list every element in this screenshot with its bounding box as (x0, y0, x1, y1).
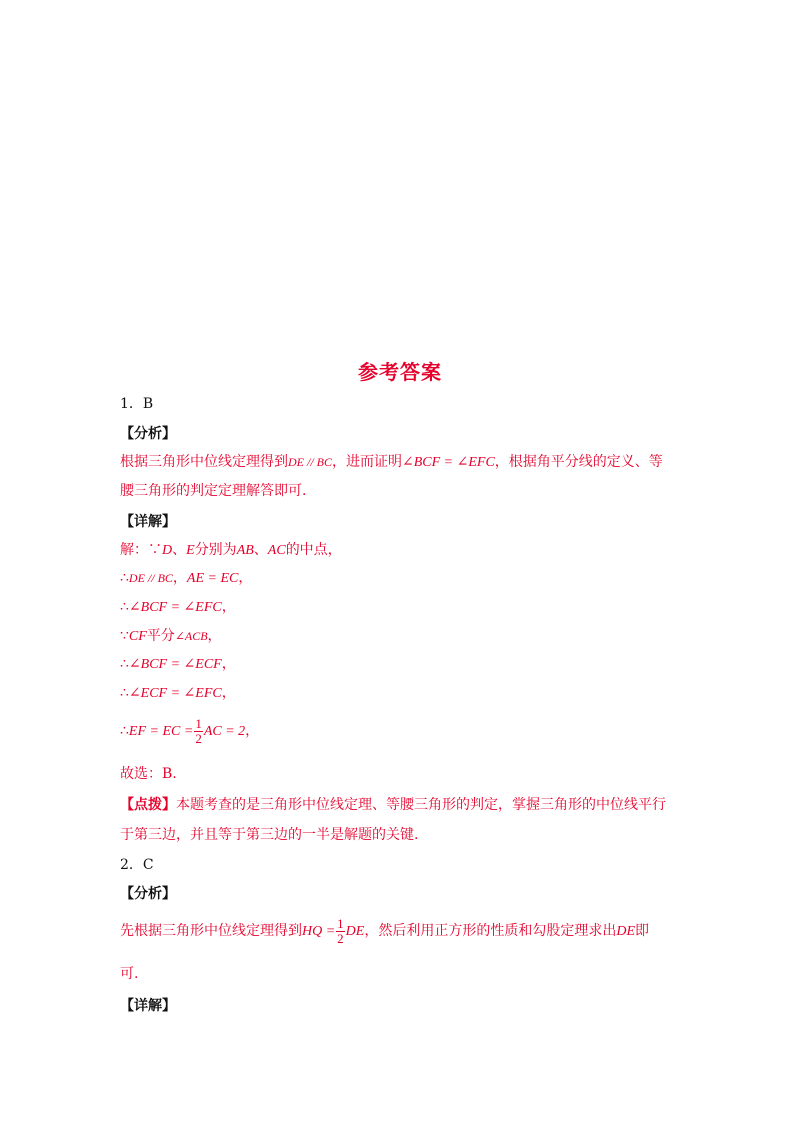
step-math: AC (267, 543, 286, 558)
q1-step-4 (120, 626, 222, 647)
q1-answer: 1．B (120, 396, 154, 412)
q1-step-5 (120, 654, 236, 675)
step-math: ∠BCF = ∠ECF (128, 657, 222, 672)
step-text: ， (172, 570, 187, 586)
analysis-math: HQ = (302, 924, 336, 939)
q2-analysis-label: 【分析】 (120, 886, 176, 902)
step-text: 、 (253, 542, 268, 558)
step-math: ∠ACB (174, 629, 208, 643)
q1-analysis-math-2: ∠BCF = ∠EFC (402, 455, 495, 470)
q1-step-7 (120, 716, 259, 747)
fraction-numerator: 1 (195, 715, 202, 731)
q1-tip-label: 【点拨】 (120, 797, 176, 813)
step-text: ， (221, 599, 236, 615)
step-text: 分别为 (194, 542, 237, 558)
q1-tip-line1 (120, 795, 666, 815)
q1-detail-label: 【详解】 (120, 514, 176, 530)
fraction-denominator: 2 (195, 730, 202, 746)
q1-analysis-label: 【分析】 (120, 426, 176, 442)
step-text: 解：∵ (120, 542, 162, 558)
q2-answer: 2．C (120, 857, 154, 873)
step-text: 的中点， (285, 542, 342, 558)
fraction-numerator: 1 (337, 915, 344, 931)
step-math: AB (236, 543, 254, 558)
q1-analysis-text-b: ，进而证明 (332, 454, 402, 470)
fraction-one-half (194, 717, 203, 746)
q1-analysis-line2: 腰三角形的判定定理解答即可. (120, 483, 307, 499)
step-text: ， (245, 723, 260, 739)
step-text: 、 (172, 542, 187, 558)
page-title: 参考答案 (358, 360, 442, 384)
q1-choice: 故选：B. (120, 766, 177, 782)
q1-analysis-text-a: 根据三角形中位线定理得到 (120, 454, 288, 470)
step-text: ， (221, 685, 236, 701)
therefore-symbol: ∴ (120, 656, 129, 672)
q2-analysis-line1 (120, 916, 649, 947)
q1-tip-line2: 于第三边，并且等于第三边的一半是解题的关键. (120, 827, 419, 843)
step-math: EF = EC = (128, 724, 194, 739)
q2-detail-label: 【详解】 (120, 998, 176, 1014)
step-math: DE // BC (128, 571, 173, 585)
step-text: 平分 (146, 628, 175, 644)
therefore-symbol: ∴ (120, 685, 129, 701)
step-math: ∠ECF = ∠EFC (128, 686, 222, 701)
step-math: AE = EC (186, 571, 239, 586)
step-math: D (162, 543, 173, 558)
analysis-text: 先根据三角形中位线定理得到 (120, 923, 302, 939)
therefore-symbol: ∴ (120, 599, 129, 615)
step-text: ， (238, 570, 253, 586)
step-math: ∠BCF = ∠EFC (128, 600, 222, 615)
q1-analysis-line1 (120, 452, 663, 473)
analysis-text: 即 (635, 923, 650, 939)
q1-step-2 (120, 568, 252, 589)
analysis-math: DE (616, 924, 636, 939)
step-text: ， (207, 628, 222, 644)
fraction-one-half (336, 917, 345, 946)
therefore-symbol: ∴ (120, 570, 129, 586)
step-math: AC = 2 (203, 724, 246, 739)
q1-analysis-math-1: DE // BC (288, 455, 332, 469)
step-math: E (186, 543, 195, 558)
q1-step-3 (120, 597, 236, 618)
q2-analysis-line2: 可. (120, 966, 139, 982)
analysis-text: ，然后利用正方形的性质和勾股定理求出 (364, 923, 617, 939)
step-text: ， (221, 656, 236, 672)
therefore-symbol: ∴ (120, 723, 129, 739)
because-symbol: ∵ (120, 628, 129, 644)
fraction-denominator: 2 (337, 930, 344, 946)
q1-step-1 (120, 540, 342, 561)
q1-tip-text: 本题考查的是三角形中位线定理、等腰三角形的判定，掌握三角形的中位线平行 (176, 797, 666, 813)
q1-step-6 (120, 683, 236, 704)
q1-analysis-text-c: ，根据角平分线的定义、等 (494, 454, 663, 470)
analysis-math: DE (345, 924, 365, 939)
step-math: CF (128, 629, 147, 644)
